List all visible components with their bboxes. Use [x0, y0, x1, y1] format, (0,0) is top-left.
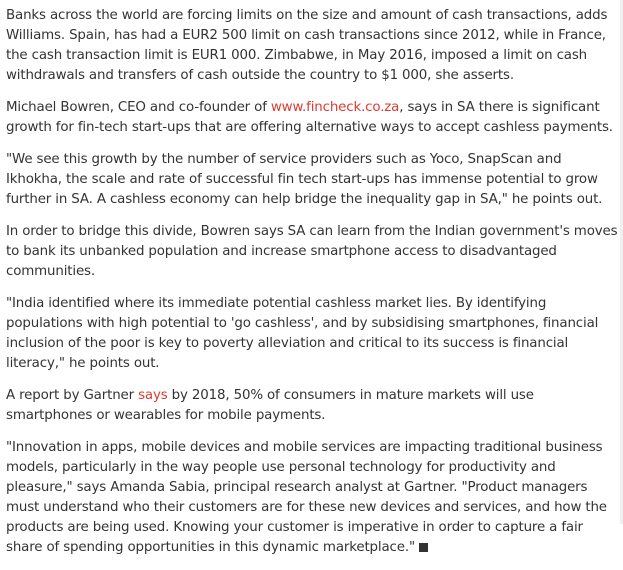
paragraph-quote-sabia — [6, 438, 620, 558]
paragraph-text: by 2018, 50% of consumers in mature markets will use smartphones or wearables for mobile payments. — [6, 388, 534, 423]
paragraph-text: , says in SA there is significant growth for fin-tech start-ups that are offering alternative ways to accept cashless payments. — [6, 100, 613, 135]
article-body — [6, 6, 620, 570]
paragraph-text: Michael Bowren, CEO and co-founder of — [6, 100, 271, 115]
paragraph-india-lessons: In order to bridge this divide, Bowren says SA can learn from the Indian government's moves to bank its unbanked population and increase smartphone access to disadvantaged communities. — [6, 224, 618, 279]
gartner-says-link[interactable]: says — [138, 388, 168, 403]
paragraph-gartner-report — [6, 386, 620, 426]
paragraph-text: "Innovation in apps, mobile devices and mobile services are impacting traditional business models, particularly in the way people use personal technology for productivity and pleasure," says Amanda Sabia, principal research analyst at Gartner. "Product managers must understand who their customers are for these new devices and services, and how the products are being used. Knowing your customer is imperative in order to capture a fair share of spending opportunities in this dynamic marketplace." — [6, 440, 607, 555]
paragraph-quote-india: "India identified where its immediate potential cashless market lies. By identifying populations with high potential to 'go cashless', and by subsidising smartphones, financial inclusion of the poor is key to poverty alleviation and critical to its success is financial literacy," he points out. — [6, 296, 599, 371]
paragraph-quote-growth: "We see this growth by the number of service providers such as Yoco, SnapScan and Ikhokha, the scale and rate of successful fin tech start-ups has immense potential to grow further in SA. A cashless economy can help bridge the inequality gap in SA," he points out. — [6, 152, 603, 207]
paragraph-bowren-fintech — [6, 98, 620, 138]
paragraph-text: A report by Gartner — [6, 388, 139, 403]
paragraph-cash-limits: Banks across the world are forcing limits on the size and amount of cash transactions, adds Williams. Spain, has had a EUR2 500 limit on cash transactions since 2012, while in France, the cash transaction limit is EUR1 000. Zimbabwe, in May 2016, imposed a limit on cash withdrawals and transfers of cash outside the country to $1 000, she asserts. — [6, 8, 608, 83]
fincheck-link[interactable]: www.fincheck.co.za — [270, 100, 400, 115]
article-end-icon — [419, 543, 428, 552]
